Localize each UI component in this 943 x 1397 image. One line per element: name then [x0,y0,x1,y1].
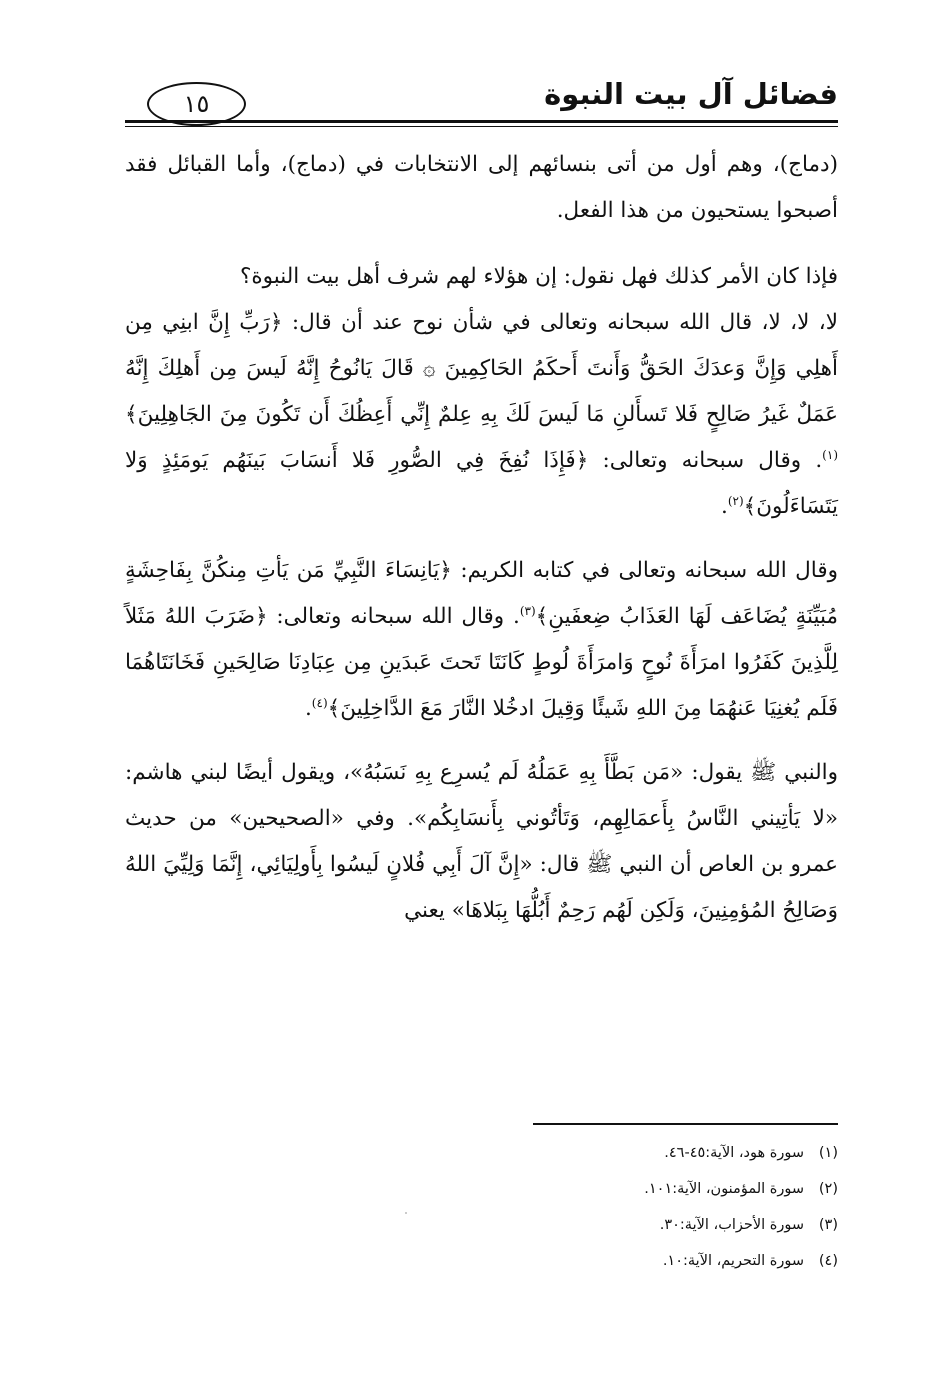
paragraph-1: (دماج)، وهم أول من أتى بنسائهم إلى الانتخابات في (دماج)، وأما القبائل فقد أصبحوا يستحيون من هذا الفعل. [125,152,838,223]
scan-speck [405,1212,407,1214]
paragraph-4: والنبي ﷺ يقول: «مَن بَطَّأَ بِهِ عَمَلُهُ لَم يُسرِع بِهِ نَسَبُهُ»، ويقول أيضًا لبني هاشم: «لا يَأتِيني النَّاسُ بِأَعمَالِهِم، وَتَأتُوني بِأَنسَابِكُم». وفي «الصحيحين» من حديث عمرو بن العاص أن النبي ﷺ قال: «إِنَّ آلَ أَبِي فُلانٍ لَيسُوا بِأَولِيَائِي، إِنَّمَا وَلِيِّيَ اللهُ وَصَالِحُ المُؤمِنِينَ، وَلَكِن لَهُم رَحِمٌ أَبُلُّهَا بِبَلاهَا» يعني [125,760,838,923]
footnote-2 [438,1171,838,1207]
paragraph-2-text-b: . وقال سبحانه وتعالى: ﴿فَإِذَا نُفِخَ فِي الصُّورِ فَلا أَنسَابَ بَينَهُم يَومَئِذٍ وَلا يَتَسَاءَلُونَ﴾ [125,448,838,519]
paragraph-2-intro: فإذا كان الأمر كذلك فهل نقول: إن هؤلاء لهم شرف أهل بيت النبوة؟ [239,264,838,289]
footnote-1 [438,1135,838,1171]
page-header [125,60,838,130]
header-rule [125,120,838,123]
paragraph-3-text-b: . وقال الله سبحانه وتعالى: ﴿ضَرَبَ اللهُ مَثَلاً لِلَّذِينَ كَفَرُوا امرَأَةَ نُوحٍ وَامرَأَةَ لُوطٍ كَانَتَا تَحتَ عَبدَينِ مِن عِبَادِنَا صَالِحَينِ فَخَانَتَاهُمَا فَلَم يُغنِيَا عَنهُمَا مِنَ اللهِ شَيئًا وَقِيلَ ادخُلا النَّارَ مَعَ الدَّاخِلِينَ﴾ [125,604,838,721]
paragraph-2-text-c: . [720,494,728,519]
body-text [125,142,838,952]
footnote-ref-3[interactable]: (٣) [519,603,536,618]
page-number-badge: ١٥ [147,82,246,126]
paragraph-3 [125,548,838,732]
footnote-text: سورة المؤمنون، الآية:١٠١. [644,1181,804,1197]
footnote-number: (٤) [818,1253,838,1269]
footnote-number: (١) [818,1145,838,1161]
footnotes [438,1135,838,1279]
footnote-text: سورة التحريم، الآية:١٠. [662,1253,804,1269]
footnote-text: سورة الأحزاب، الآية:٣٠. [659,1217,804,1233]
footnote-separator [533,1123,838,1125]
footnote-number: (٢) [818,1181,838,1197]
paragraph-3-text-a: وقال الله سبحانه وتعالى في كتابه الكريم: ﴿يَانِسَاءَ النَّبِيِّ مَن يَأتِ مِنكُنَّ بِفَاحِشَةٍ مُبَيِّنَةٍ يُضَاعَف لَهَا العَذَابُ ضِعفَينِ﴾ [125,558,838,629]
footnote-3 [438,1207,838,1243]
header-rule-thin [125,126,838,127]
footnote-4 [438,1243,838,1279]
footnote-number: (٣) [818,1217,838,1233]
footnote-text: سورة هود، الآية:٤٥-٤٦. [664,1145,804,1161]
footnote-ref-2[interactable]: (٢) [727,493,744,508]
running-title: فضائل آل بيت النبوة [544,77,838,111]
footnote-ref-4[interactable]: (٤) [311,695,328,710]
paragraph-3-text-c: . [304,696,312,721]
footnote-ref-1[interactable]: (١) [822,447,838,462]
paragraph-2 [125,254,838,530]
paragraph-2-text-a: لا، لا، لا، قال الله سبحانه وتعالى في شأن نوح عند أن قال: ﴿رَبِّ إِنَّ ابنِي مِن أَهلِي وَإِنَّ وَعدَكَ الحَقُّ وَأَنتَ أَحكَمُ الحَاكِمِينَ ۞ قَالَ يَانُوحُ إِنَّهُ لَيسَ مِن أَهلِكَ إِنَّهُ عَمَلٌ غَيرُ صَالِحٍ فَلا تَسأَلنِ مَا لَيسَ لَكَ بِهِ عِلمٌ إِنِّي أَعِظُكَ أَن تَكُونَ مِنَ الجَاهِلِينَ﴾ [125,310,838,427]
